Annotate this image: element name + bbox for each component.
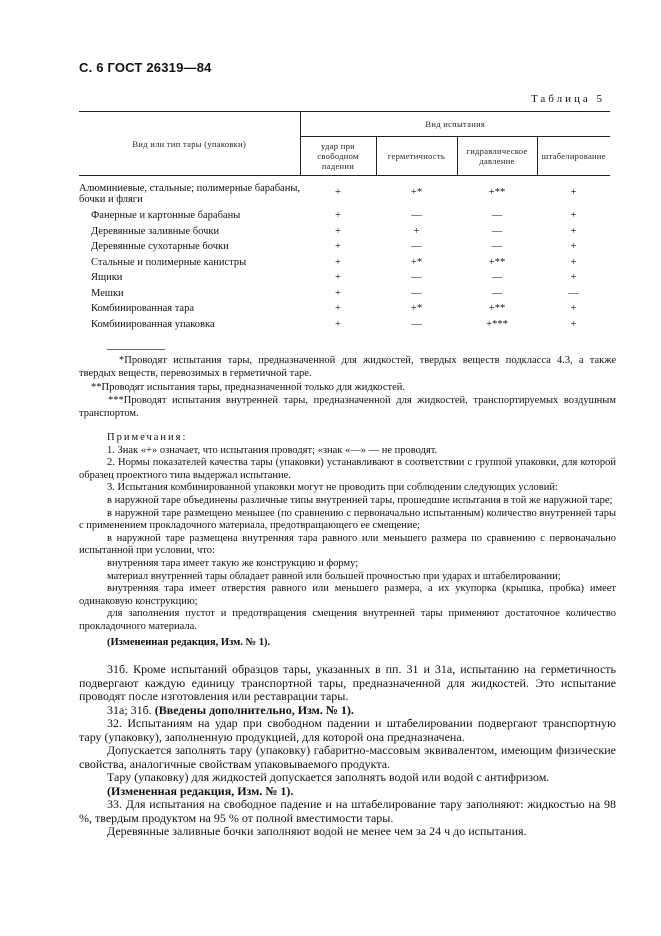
note-3-item: внутренняя тара имеет отверстия равного или меньшего размера, а их укупорка (крышка, пробка) имеет одинаковую конструкцию; xyxy=(79,583,616,607)
cell: +* xyxy=(410,186,423,198)
row-name: Комбинированная тара xyxy=(91,303,194,315)
row-name: Мешки xyxy=(91,287,124,299)
cell: + xyxy=(335,256,341,268)
cell: + xyxy=(335,287,341,299)
row-name: Деревянные сухотарные бочки xyxy=(91,241,229,253)
note-1: 1. Знак «+» означает, что испытания проводят; «знак «—» — не проводят. xyxy=(107,444,438,456)
cell: + xyxy=(335,303,341,315)
notes-section xyxy=(79,432,616,649)
paragraph-32c: Тару (упаковку) для жидкостей допускается заполнять водой или водой с антифризом. xyxy=(107,770,550,784)
page-header: С. 6 ГОСТ 26319—84 xyxy=(79,60,212,75)
cell: — xyxy=(411,241,422,253)
cell: +** xyxy=(488,303,506,315)
table-row xyxy=(79,286,610,302)
paragraph-31b: 31б. Кроме испытаний образцов тары, указанных в пп. 31 и 31а, испытанию на герметичность подвергают каждую единицу транспортной тары, предназначенной для жидкостей. Это испытание проводят после изготовления или реставрации тары. xyxy=(79,662,616,703)
cell: — xyxy=(568,287,579,299)
row-name: Ящики xyxy=(91,272,123,284)
table-row xyxy=(79,255,610,271)
note-3-item: для заполнения пустот и предотвращения смещения внутренней тары применяют достаточное количество прокладочного материала. xyxy=(79,608,616,632)
footnote-2: **Проводят испытания тары, предназначенной только для жидкостей. xyxy=(91,382,405,393)
note-2: 2. Нормы показателей качества тары (упаковки) устанавливают в соответствии с группой упаковки, для которой образец проектного типа выдержал испытание. xyxy=(79,457,616,481)
cell: + xyxy=(570,272,577,284)
body-text xyxy=(79,663,616,839)
note-3-item: в наружной таре размещена внутренняя тара равного или меньшего размера по сравнению с первоначально испытанной при условии, что: xyxy=(79,532,616,557)
cell: + xyxy=(335,241,341,253)
cell: + xyxy=(570,225,577,237)
paragraph-32: 32. Испытаниям на удар при свободном падении и штабелировании подвергают транспортную тару (упаковку), заполненную продукцией, для которой она предназначена. xyxy=(79,716,616,744)
cell: + xyxy=(570,318,577,330)
paragraph-31ab-prefix: 31а; 31б. xyxy=(107,702,152,717)
cell: — xyxy=(411,318,422,330)
body-edition: (Измененная редакция, Изм. № 1). xyxy=(107,783,294,798)
table-row xyxy=(79,224,610,240)
cell: + xyxy=(335,318,341,330)
col-header-drop: удар при свободном падении xyxy=(300,137,376,176)
paragraph-33b: Деревянные заливные бочки заполняют водой не менее чем за 24 ч до испытания. xyxy=(107,824,527,838)
cell: — xyxy=(411,272,422,284)
col-group-header: Вид испытания xyxy=(300,112,610,137)
table-row xyxy=(79,317,610,333)
table-row xyxy=(79,239,610,255)
cell: +*** xyxy=(486,318,508,330)
cell: + xyxy=(570,256,577,268)
cell: + xyxy=(335,225,341,237)
col-header-type: Вид или тип тары (упаковки) xyxy=(79,112,300,176)
cell: +** xyxy=(488,256,506,268)
row-name: Комбинированная упаковка xyxy=(91,318,215,330)
footnote-3: ***Проводят испытания внутренней тары, предназначенной для жидкостей, транспортируемых воздушным транспортом. xyxy=(79,395,616,419)
paragraph-31ab-bold: (Введены дополнительно, Изм. № 1). xyxy=(154,702,354,717)
notes-heading: Примечания: xyxy=(107,432,188,443)
row-name: Фанерные и картонные барабаны xyxy=(91,210,241,222)
paragraph-32b: Допускается заполнять тару (упаковку) габаритно-массовым эквивалентом, имеющим физические свойства, аналогичные свойствам упаковываемого продукта. xyxy=(79,743,616,771)
cell: + xyxy=(335,210,341,222)
cell: + xyxy=(570,303,577,315)
cell: + xyxy=(335,186,341,198)
cell: — xyxy=(491,287,503,299)
row-name: Стальные и полимерные канистры xyxy=(91,256,247,268)
row-name: Алюминиевые, стальные; полимерные барабаны, бочки и фляги xyxy=(79,183,300,205)
cell: — xyxy=(491,225,503,237)
cell: + xyxy=(570,210,577,222)
paragraph-31ab xyxy=(79,704,616,718)
cell: — xyxy=(491,241,503,253)
table-row xyxy=(79,270,610,286)
cell: — xyxy=(491,272,503,284)
footnote-1: *Проводят испытания тары, предназначенной для жидкостей, твердых веществ подкласса 4.3, а также твердых веществ, перевозимых в герметичной таре. xyxy=(79,355,616,379)
cell: + xyxy=(413,225,420,237)
cell: — xyxy=(411,287,422,299)
cell: +** xyxy=(488,186,506,198)
note-3-item: в наружной таре объединены различные типы внутренней тары, прошедшие испытания в той же наружной таре; xyxy=(107,494,613,506)
table-row xyxy=(79,208,610,224)
table-row xyxy=(79,301,610,317)
paragraph-33: 33. Для испытания на свободное падение и на штабелирование тару заполняют: жидкостью на 98 %, твердым продуктом на 95 % от полной вместимости тары. xyxy=(79,797,616,825)
col-header-tightness: герметичность xyxy=(376,137,457,176)
cell: +* xyxy=(410,303,423,315)
notes-edition: (Измененная редакция, Изм. № 1). xyxy=(107,636,271,648)
cell: + xyxy=(335,272,341,284)
note-3-item: в наружной таре размещено меньшее (по сравнению с первоначально испытанным) количество внутренней тары с применением прокладочного материала, предотвращающего ее смещение; xyxy=(79,507,616,532)
cell: — xyxy=(411,210,422,222)
note-3-item: материал внутренней тары обладает равной или большей прочностью при ударах и штабелировании; xyxy=(107,570,561,582)
note-3: 3. Испытания комбинированной упаковки могут не проводить при соблюдении следующих условий: xyxy=(107,482,558,494)
note-3-item: внутренняя тара имеет такую же конструкцию и форму; xyxy=(107,557,359,569)
cell: + xyxy=(570,241,577,253)
col-header-stacking: штабелирование xyxy=(537,137,610,176)
footnote-divider xyxy=(107,349,165,350)
row-name: Деревянные заливные бочки xyxy=(91,225,220,237)
col-header-hydraulic: гидравлическое давление xyxy=(457,137,537,176)
table-row xyxy=(79,176,610,209)
table-5 xyxy=(79,111,610,332)
cell: — xyxy=(491,210,503,222)
cell: +* xyxy=(410,256,423,268)
table-title: Таблица 5 xyxy=(530,93,605,105)
cell: + xyxy=(570,186,577,198)
